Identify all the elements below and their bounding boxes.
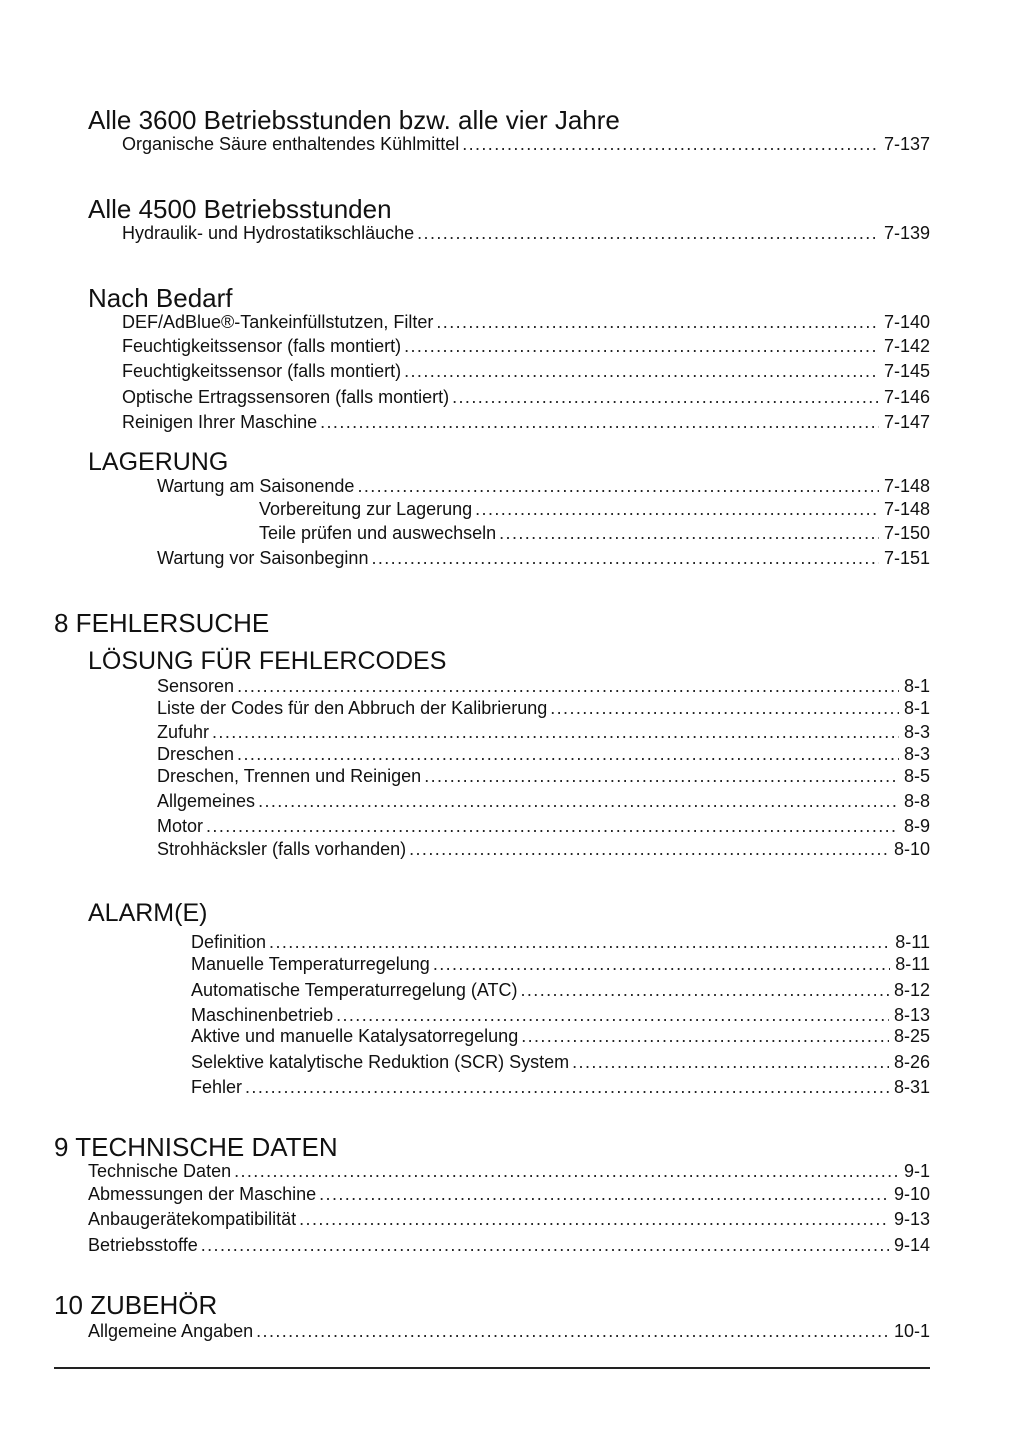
- toc-entry-title: Motor: [157, 816, 204, 836]
- toc-entry-page: 7-146: [883, 387, 930, 407]
- toc-entry-title: Allgemeine Angaben: [88, 1321, 254, 1341]
- toc-entry-page: 9-13: [893, 1209, 930, 1229]
- section-heading-alarm: ALARM(E): [88, 899, 208, 927]
- toc-entry[interactable]: [259, 522, 930, 544]
- toc-entry-page: 7-147: [883, 412, 930, 432]
- chapter-heading-8: 8 FEHLERSUCHE: [54, 608, 270, 638]
- toc-entry[interactable]: [157, 675, 930, 697]
- toc-entry-title: Feuchtigkeitssensor (falls montiert): [122, 361, 402, 381]
- toc-entry-page: 8-1: [903, 698, 930, 718]
- toc-entry-page: 7-142: [883, 336, 930, 356]
- toc-entry-page: 8-26: [893, 1052, 930, 1072]
- toc-entry-title: Reinigen Ihrer Maschine: [122, 412, 318, 432]
- toc-entry-title: Aktive und manuelle Katalysatorregelung: [191, 1026, 519, 1046]
- toc-entry-page: 9-10: [893, 1184, 930, 1204]
- toc-entry-page: 8-1: [903, 676, 930, 696]
- toc-entry-title: Abmessungen der Maschine: [88, 1184, 317, 1204]
- toc-entry-page: 8-3: [903, 722, 930, 742]
- dot-leader: [234, 1160, 899, 1182]
- dot-leader: [424, 765, 899, 787]
- toc-entry-page: 8-13: [893, 1005, 930, 1025]
- dot-leader: [206, 815, 899, 837]
- toc-entry-page: 8-12: [893, 980, 930, 1000]
- toc-entry[interactable]: [191, 1025, 930, 1047]
- toc-entry-title: Definition: [191, 932, 267, 952]
- toc-entry-page: 7-145: [883, 361, 930, 381]
- dot-leader: [462, 133, 879, 155]
- toc-entry-title: Manuelle Temperaturregelung: [191, 954, 430, 974]
- toc-entry[interactable]: [157, 790, 930, 812]
- chapter-heading-9: 9 TECHNISCHE DATEN: [54, 1132, 338, 1162]
- toc-entry[interactable]: [122, 222, 930, 244]
- toc-entry-title: Fehler: [191, 1077, 243, 1097]
- toc-entry[interactable]: [122, 360, 930, 382]
- toc-entry-title: Hydraulik- und Hydrostatikschläuche: [122, 223, 415, 243]
- toc-entry-title: Optische Ertragssensoren (falls montiert): [122, 387, 450, 407]
- dot-leader: [212, 721, 899, 743]
- dot-leader: [409, 838, 889, 860]
- toc-entry-page: 7-150: [883, 523, 930, 543]
- toc-entry[interactable]: [122, 335, 930, 357]
- toc-entry-title: Liste der Codes für den Abbruch der Kalibrierung: [157, 698, 548, 718]
- toc-entry-page: 8-25: [893, 1026, 930, 1046]
- dot-leader: [417, 222, 879, 244]
- section-heading-lagerung: LAGERUNG: [88, 448, 229, 476]
- toc-entry-title: Teile prüfen und auswechseln: [259, 523, 497, 543]
- dot-leader: [499, 522, 879, 544]
- toc-entry-page: 8-11: [895, 932, 930, 952]
- toc-entry[interactable]: [122, 386, 930, 408]
- toc-entry[interactable]: [157, 475, 930, 497]
- toc-entry[interactable]: [191, 1076, 930, 1098]
- toc-entry[interactable]: [157, 697, 930, 719]
- toc-entry-page: 7-151: [883, 548, 930, 568]
- dot-leader: [256, 1320, 889, 1342]
- dot-leader: [357, 475, 879, 497]
- toc-entry-page: 7-140: [883, 312, 930, 332]
- toc-entry-title: Anbaugerätekompatibilität: [88, 1209, 297, 1229]
- toc-entry-page: 8-9: [903, 816, 930, 836]
- toc-entry[interactable]: [157, 815, 930, 837]
- dot-leader: [572, 1051, 889, 1073]
- toc-entry-title: DEF/AdBlue®-Tankeinfüllstutzen, Filter: [122, 312, 434, 332]
- dot-leader: [336, 1004, 889, 1026]
- toc-entry-page: 7-148: [883, 499, 930, 519]
- toc-entry[interactable]: [88, 1234, 930, 1256]
- toc-entry-page: 9-14: [893, 1235, 930, 1255]
- toc-entry-page: 8-3: [903, 744, 930, 764]
- toc-entry-title: Organische Säure enthaltendes Kühlmittel: [122, 134, 460, 154]
- toc-entry-title: Vorbereitung zur Lagerung: [259, 499, 473, 519]
- toc-entry[interactable]: [157, 838, 930, 860]
- toc-entry-title: Allgemeines: [157, 791, 256, 811]
- toc-entry-page: 7-137: [883, 134, 930, 154]
- toc-entry-page: 8-11: [895, 954, 930, 974]
- toc-entry[interactable]: [88, 1208, 930, 1230]
- dot-leader: [258, 790, 899, 812]
- toc-entry[interactable]: [88, 1160, 930, 1182]
- section-heading-3600h: Alle 3600 Betriebsstunden bzw. alle vier Jahre: [88, 105, 620, 135]
- toc-entry-title: Dreschen: [157, 744, 235, 764]
- toc-entry-title: Sensoren: [157, 676, 235, 696]
- toc-entry-title: Feuchtigkeitssensor (falls montiert): [122, 336, 402, 356]
- dot-leader: [269, 931, 890, 953]
- chapter-heading-10: 10 ZUBEHÖR: [54, 1290, 218, 1320]
- toc-entry[interactable]: [157, 765, 930, 787]
- toc-entry-title: Zufuhr: [157, 722, 210, 742]
- toc-entry-title: Betriebsstoffe: [88, 1235, 198, 1255]
- toc-entry[interactable]: [122, 133, 930, 155]
- dot-leader: [404, 335, 879, 357]
- dot-leader: [299, 1208, 889, 1230]
- toc-entry[interactable]: [191, 1004, 930, 1026]
- section-heading-nach-bedarf: Nach Bedarf: [88, 283, 233, 313]
- dot-leader: [521, 1025, 889, 1047]
- dot-leader: [201, 1234, 889, 1256]
- toc-entry-title: Automatische Temperaturregelung (ATC): [191, 980, 518, 1000]
- toc-entry-page: 8-5: [903, 766, 930, 786]
- toc-entry-page: 7-139: [883, 223, 930, 243]
- toc-entry-title: Strohhäcksler (falls vorhanden): [157, 839, 407, 859]
- toc-entry-page: 10-1: [893, 1321, 930, 1341]
- section-heading-loesung: LÖSUNG FÜR FEHLERCODES: [88, 647, 447, 675]
- toc-entry-page: 8-31: [893, 1077, 930, 1097]
- bottom-divider: [54, 1367, 930, 1369]
- dot-leader: [245, 1076, 889, 1098]
- dot-leader: [452, 386, 879, 408]
- toc-entry-page: 9-1: [903, 1161, 930, 1181]
- toc-entry[interactable]: [88, 1320, 930, 1342]
- toc-entry[interactable]: [157, 547, 930, 569]
- toc-entry-title: Dreschen, Trennen und Reinigen: [157, 766, 422, 786]
- section-heading-4500h: Alle 4500 Betriebsstunden: [88, 194, 392, 224]
- dot-leader: [237, 675, 899, 697]
- dot-leader: [404, 360, 879, 382]
- toc-entry[interactable]: [191, 1051, 930, 1073]
- toc-entry[interactable]: [88, 1183, 930, 1205]
- dot-leader: [433, 953, 890, 975]
- toc-entry-title: Wartung am Saisonende: [157, 476, 355, 496]
- toc-entry[interactable]: [122, 411, 930, 433]
- dot-leader: [475, 498, 879, 520]
- dot-leader: [436, 311, 879, 333]
- dot-leader: [520, 979, 888, 1001]
- toc-entry[interactable]: [259, 498, 930, 520]
- dot-leader: [237, 743, 899, 765]
- toc-entry[interactable]: [157, 743, 930, 765]
- toc-entry[interactable]: [191, 979, 930, 1001]
- dot-leader: [550, 697, 899, 719]
- toc-entry-title: Wartung vor Saisonbeginn: [157, 548, 369, 568]
- toc-entry[interactable]: [191, 953, 930, 975]
- toc-entry[interactable]: [191, 931, 930, 953]
- toc-entry-title: Selektive katalytische Reduktion (SCR) System: [191, 1052, 570, 1072]
- toc-entry-page: 7-148: [883, 476, 930, 496]
- toc-entry-title: Technische Daten: [88, 1161, 232, 1181]
- dot-leader: [371, 547, 878, 569]
- toc-entry[interactable]: [122, 311, 930, 333]
- toc-entry[interactable]: [157, 721, 930, 743]
- toc-entry-title: Maschinenbetrieb: [191, 1005, 334, 1025]
- dot-leader: [320, 411, 879, 433]
- toc-entry-page: 8-10: [893, 839, 930, 859]
- dot-leader: [319, 1183, 889, 1205]
- toc-entry-page: 8-8: [903, 791, 930, 811]
